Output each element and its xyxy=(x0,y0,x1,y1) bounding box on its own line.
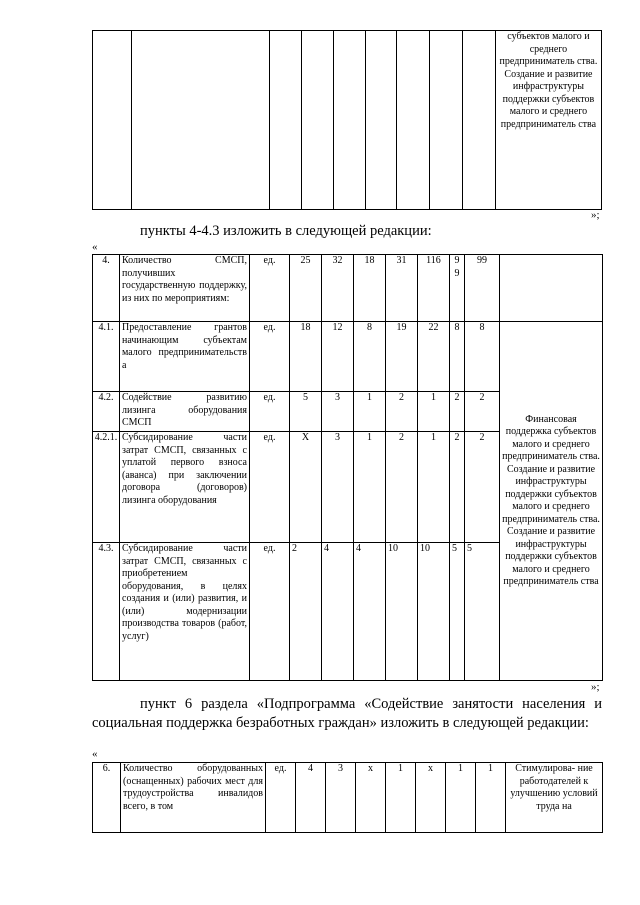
row-number: 4.2.1. xyxy=(93,432,120,543)
top-table xyxy=(92,30,602,210)
instruction-paragraph: пункт 6 раздела «Подпрограмма «Содействие занятости населения и социальная поддержка безработных граждан» изложить в следующей редакции: xyxy=(92,696,602,731)
value-cell: 1 xyxy=(354,392,386,432)
value-cell: 5 xyxy=(465,543,500,681)
value-cell: 31 xyxy=(386,255,418,322)
value-cell: 3 xyxy=(322,432,354,543)
value-cell: 8 xyxy=(450,322,465,392)
value-cell: 10 xyxy=(386,543,418,681)
value-cell: 8 xyxy=(354,322,386,392)
value-cell: 2 xyxy=(450,432,465,543)
row-number: 4.1. xyxy=(93,322,120,392)
closing-quote: »; xyxy=(591,681,600,693)
table-row xyxy=(93,763,603,833)
table-row xyxy=(93,255,603,322)
value-cell: 99 xyxy=(465,255,500,322)
value-cell: 8 xyxy=(465,322,500,392)
value-cell: 18 xyxy=(354,255,386,322)
row-number: 6. xyxy=(93,763,121,833)
indicator-name: Субсидирование части затрат СМСП, связанных с уплатой первого взноса (аванса) при заключении договора (договоров) лизинга оборудования xyxy=(120,432,250,543)
closing-quote: »; xyxy=(591,209,600,221)
employment-table xyxy=(92,762,603,833)
value-cell: 18 xyxy=(290,322,322,392)
value-cell: 1 xyxy=(446,763,476,833)
value-cell: 1 xyxy=(418,432,450,543)
value-cell: 4 xyxy=(296,763,326,833)
top-cell xyxy=(463,31,496,210)
value-cell: 3 xyxy=(326,763,356,833)
value-cell: 2 xyxy=(465,392,500,432)
row-number: 4.2. xyxy=(93,392,120,432)
funding-direction-cell: Финансовая поддержка субъектов малого и среднего предприниматель ства. Создание и развитие инфраструктуры поддержки субъектов малого и среднего предприниматель ства. Создание и развитие инфраструктуры поддержки субъектов малого и среднего предприниматель ства xyxy=(500,322,603,681)
top-cell xyxy=(270,31,302,210)
value-cell: 2 xyxy=(290,543,322,681)
value-cell: 12 xyxy=(322,322,354,392)
indicator-name: Количество СМСП, получивших государственную поддержку, из них по мероприятиям: xyxy=(120,255,250,322)
value-cell: 1 xyxy=(418,392,450,432)
value-cell: 2 xyxy=(465,432,500,543)
value-cell: 22 xyxy=(418,322,450,392)
top-cell xyxy=(132,31,270,210)
table-row xyxy=(93,322,603,392)
indicator-name: Содействие развитию лизинга оборудования СМСП xyxy=(120,392,250,432)
value-cell: 3 xyxy=(322,392,354,432)
value-cell: 25 xyxy=(290,255,322,322)
top-cell xyxy=(301,31,333,210)
value-cell: х xyxy=(416,763,446,833)
top-cell xyxy=(333,31,365,210)
instruction-paragraph: пункты 4-4.3 изложить в следующей редакции: xyxy=(140,223,432,239)
funding-empty-cell xyxy=(500,255,603,322)
value-cell: 5 xyxy=(290,392,322,432)
unit-cell: ед. xyxy=(250,255,290,322)
value-cell: 1 xyxy=(354,432,386,543)
value-cell: 4 xyxy=(322,543,354,681)
opening-quote: « xyxy=(92,241,98,253)
indicator-name: Количество оборудованных (оснащенных) рабочих мест для трудоустройства инвалидов всего, в том xyxy=(121,763,266,833)
unit-cell: ед. xyxy=(250,322,290,392)
value-cell: 10 xyxy=(418,543,450,681)
top-goal-cell: субъектов малого и среднего предприниматель ства. Создание и развитие инфраструктуры поддержки субъектов малого и среднего предприниматель ства xyxy=(495,31,601,210)
value-cell: 2 xyxy=(386,432,418,543)
value-cell: 9 9 xyxy=(450,255,465,322)
value-cell: 1 xyxy=(386,763,416,833)
indicator-name: Субсидирование части затрат СМСП, связанных с приобретением оборудования, в целях создания и (или) развития, и (или) модернизации производства товаров (работ, услуг) xyxy=(120,543,250,681)
top-cell xyxy=(430,31,463,210)
value-cell: 32 xyxy=(322,255,354,322)
indicator-name: Предоставление грантов начинающим субъектам малого предпринимательств а xyxy=(120,322,250,392)
value-cell: 2 xyxy=(450,392,465,432)
value-cell: 116 xyxy=(418,255,450,322)
value-cell: 2 xyxy=(386,392,418,432)
unit-cell: ед. xyxy=(250,392,290,432)
value-cell: Х xyxy=(290,432,322,543)
value-cell: 1 xyxy=(476,763,506,833)
value-cell: 5 xyxy=(450,543,465,681)
top-cell xyxy=(365,31,397,210)
indicators-table xyxy=(92,254,603,681)
opening-quote: « xyxy=(92,748,98,760)
unit-cell: ед. xyxy=(250,543,290,681)
top-cell xyxy=(93,31,132,210)
measure-cell: Стимулирова- ние работодателей к улучшению условий труда на xyxy=(506,763,603,833)
unit-cell: ед. xyxy=(250,432,290,543)
top-cell xyxy=(397,31,430,210)
value-cell: 4 xyxy=(354,543,386,681)
row-number: 4.3. xyxy=(93,543,120,681)
unit-cell: ед. xyxy=(266,763,296,833)
value-cell: х xyxy=(356,763,386,833)
row-number: 4. xyxy=(93,255,120,322)
value-cell: 19 xyxy=(386,322,418,392)
